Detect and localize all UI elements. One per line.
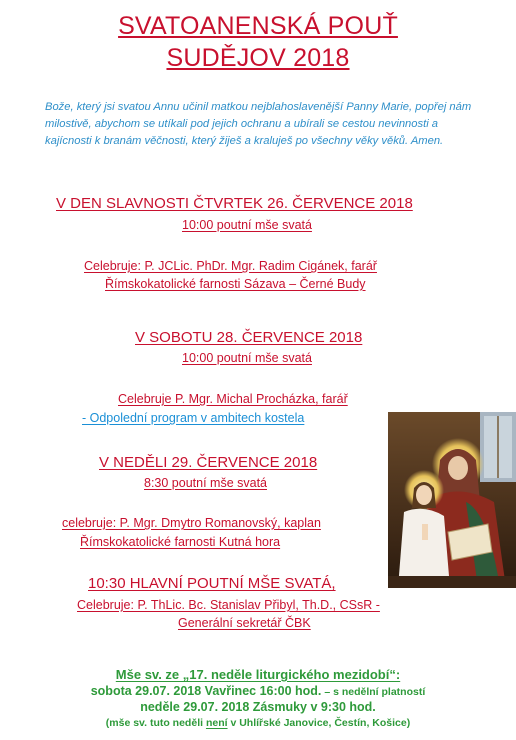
sunday-celebrant-2: Římskokatolické farnosti Kutná hora bbox=[80, 535, 281, 549]
sunday-main-celebrant-1: Celebruje: P. ThLic. Bc. Stanislav Přibyl, Th.D., CSsR - bbox=[77, 598, 380, 612]
saturday-program: - Odpolední program v ambitech kostela bbox=[82, 411, 305, 425]
thursday-mass: 10:00 poutní mše svatá bbox=[182, 218, 312, 232]
bottom-line-2 bbox=[0, 684, 516, 698]
bottom-line-2-main: sobota 29.07. 2018 Vavřinec 16:00 hod. bbox=[90, 684, 322, 698]
saturday-heading: V SOBOTU 28. ČERVENCE 2018 bbox=[135, 329, 363, 346]
bottom-line-2-note: – s nedělní platností bbox=[321, 686, 426, 698]
bottom-line-4-emphasis: není bbox=[205, 717, 228, 729]
bottom-line-4c: v Uhlířské Janovice, Čestín, Košice) bbox=[227, 717, 411, 729]
saturday-mass: 10:00 poutní mše svatá bbox=[182, 351, 312, 365]
sunday-main-celebrant-2: Generální sekretář ČBK bbox=[178, 616, 311, 630]
thursday-celebrant-1: Celebruje: P. JCLic. PhDr. Mgr. Radim Cigánek, farář bbox=[84, 259, 377, 273]
prayer-text: Bože, který jsi svatou Annu učinil matkou nejblahoslavenější Panny Marie, popřej nám milostivě, abychom se utíkali pod jejich ochranu a ubírali se cestou nevinnosti a kajícnosti k branám věčnosti, který žiješ a kraluješ po všechny věky věků. Amen. bbox=[45, 101, 472, 147]
bottom-line-1: Mše sv. ze „17. neděle liturgického mezidobí“: bbox=[115, 667, 401, 682]
bottom-line-4a: (mše sv. tuto neděli bbox=[105, 717, 206, 729]
thursday-heading: V DEN SLAVNOSTI ČTVRTEK 26. ČERVENCE 2018 bbox=[56, 195, 413, 212]
sunday-main-mass: 10:30 HLAVNÍ POUTNÍ MŠE SVATÁ, bbox=[88, 575, 336, 592]
sunday-mass: 8:30 poutní mše svatá bbox=[144, 476, 267, 490]
sunday-celebrant-1: celebruje: P. Mgr. Dmytro Romanovský, kaplan bbox=[62, 516, 321, 530]
bottom-line-4 bbox=[0, 717, 516, 729]
saint-anne-painting bbox=[388, 412, 516, 588]
saturday-celebrant: Celebruje P. Mgr. Michal Procházka, farář bbox=[118, 392, 348, 406]
sunday-heading: V NEDĚLI 29. ČERVENCE 2018 bbox=[99, 454, 318, 471]
bottom-line-3: neděle 29.07. 2018 Zásmuky v 9:30 hod. bbox=[140, 700, 376, 714]
title-line-2: SUDĚJOV 2018 bbox=[166, 44, 350, 72]
thursday-celebrant-2: Římskokatolické farnosti Sázava – Černé Budy bbox=[105, 277, 366, 291]
title-line-1: SVATOANENSKÁ POUŤ bbox=[118, 12, 398, 40]
